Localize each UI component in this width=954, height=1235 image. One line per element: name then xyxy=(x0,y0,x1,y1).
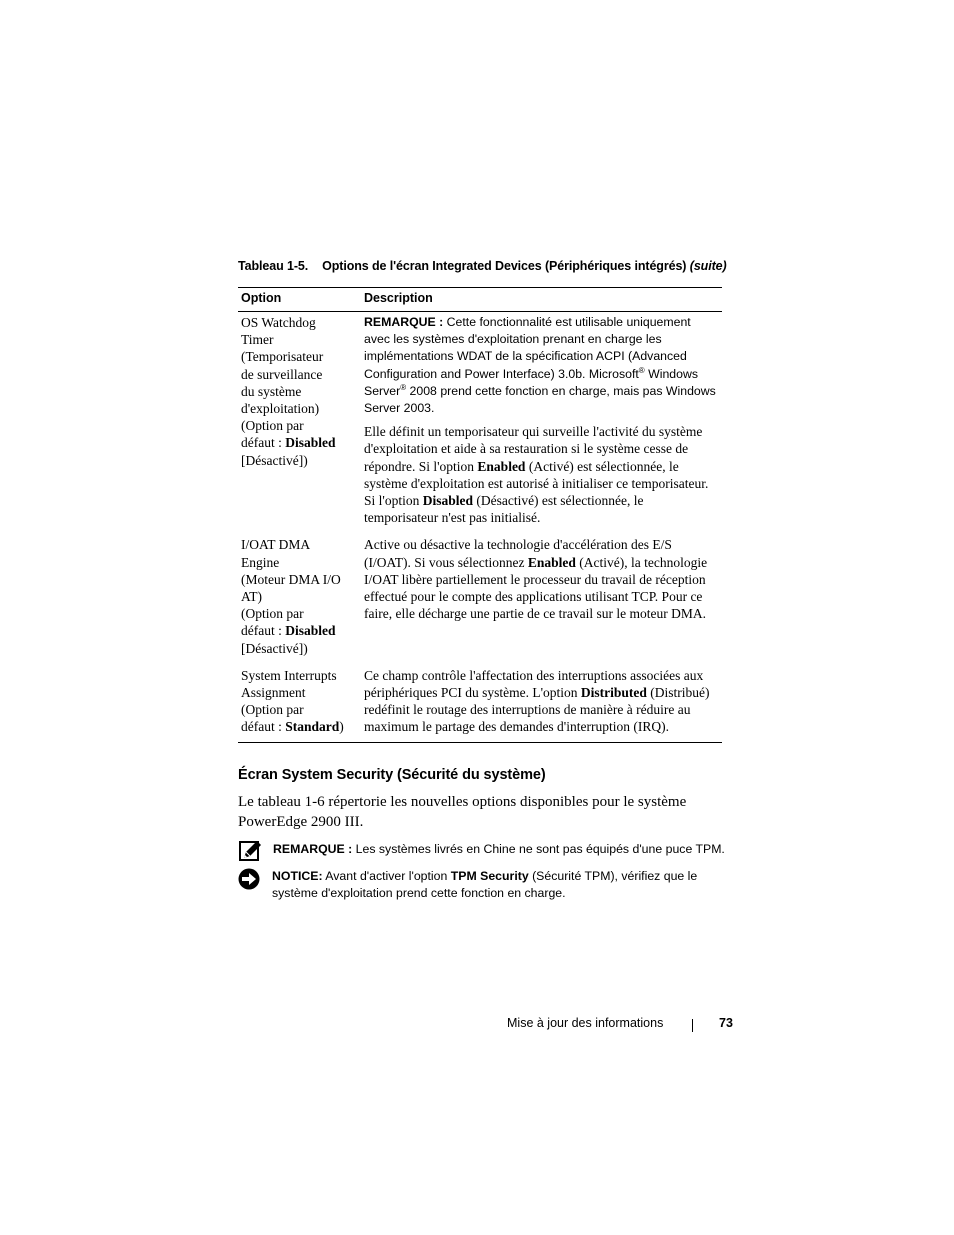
desc-bold: Enabled xyxy=(527,554,576,570)
caption-suite: (suite) xyxy=(689,259,727,273)
option-line: Engine xyxy=(241,554,280,570)
description-cell xyxy=(361,312,722,535)
options-table xyxy=(238,287,722,743)
option-default-suffix: [Désactivé]) xyxy=(241,640,308,656)
description-cell xyxy=(361,665,722,742)
section-heading: Écran System Security (Sécurité du système) xyxy=(238,767,546,783)
default-prefix: défaut : xyxy=(241,435,286,451)
desc-span: Elle définit un temporisateur qui surveille l'activité du système d'exploitation et aide à sa restauration si le système cesse de répondre. Si l'option xyxy=(364,424,703,474)
default-prefix: défaut : xyxy=(241,719,286,735)
desc-span: (Distribué) redéfinit le routage des interruptions de manière à réduire au maximum le partage des demandes d'interruption (IRQ). xyxy=(364,685,710,735)
option-line: (Option par xyxy=(241,702,304,718)
option-line: d'exploitation) xyxy=(241,401,320,417)
option-line: (Temporisateur xyxy=(241,349,324,365)
option-default xyxy=(241,622,358,639)
desc-span: Active ou désactive la technologie d'accélération des E/S (I/OAT). Si vous sélectionnez xyxy=(364,537,672,570)
table-row xyxy=(238,312,722,535)
option-cell xyxy=(238,534,361,664)
notice-box xyxy=(238,868,738,902)
page-number: 73 xyxy=(719,1016,733,1030)
remarque-text xyxy=(273,841,738,858)
notice-bold: TPM Security xyxy=(450,869,529,883)
table-caption xyxy=(238,259,738,273)
table-row xyxy=(238,534,722,664)
option-default xyxy=(241,434,358,451)
footer-divider xyxy=(692,1019,693,1032)
section-body: Le tableau 1-6 répertorie les nouvelles options disponibles pour le système PowerEdge 2900 III. xyxy=(238,794,687,830)
caption-title: Options de l'écran Integrated Devices (Périphériques intégrés) xyxy=(322,259,687,273)
option-line: (Moteur DMA I/O xyxy=(241,571,341,587)
desc-span: (Activé) est sélectionnée, le système d'exploitation est autorisé à initialiser ce temporisateur. Si l'option xyxy=(364,458,709,509)
default-prefix: défaut : xyxy=(241,623,286,639)
option-default-suffix: [Désactivé]) xyxy=(241,452,308,468)
option-cell xyxy=(238,312,361,535)
default-value: Standard xyxy=(285,719,340,735)
option-line: Assignment xyxy=(241,685,306,701)
note-text: Cette fonctionnalité est utilisable uniquement avec les systèmes d'exploitation prenant en charge les implémentations WDAT de la spécification ACPI (Advanced Configuration and Power Interface) 3.0b. Microsoft xyxy=(364,315,691,381)
table-row xyxy=(238,665,722,742)
desc-bold: Enabled xyxy=(477,458,526,474)
note-text: 2008 prend cette fonction en charge, mais pas Windows Server 2003. xyxy=(364,383,716,416)
desc-span: (Désactivé) est sélectionnée, le temporisateur n'est pas initialisé. xyxy=(364,493,644,526)
option-line: Timer xyxy=(241,332,274,348)
description-text xyxy=(364,423,719,526)
desc-span: Ce champ contrôle l'affectation des interruptions associées aux périphériques PCI du système. L'option xyxy=(364,667,704,701)
option-line: System Interrupts xyxy=(241,667,337,683)
note-label: REMARQUE : xyxy=(364,315,444,329)
remarque-box xyxy=(238,841,738,858)
option-line: OS Watchdog xyxy=(241,315,316,330)
registered-mark: ® xyxy=(638,365,645,375)
default-value: Disabled xyxy=(285,623,336,639)
pencil-note-icon xyxy=(238,839,262,863)
option-line: I/OAT DMA xyxy=(241,537,311,553)
desc-span: (Activé), la technologie I/OAT libère partiellement le processeur du travail de réception effectué pour le compte des applications utilisant TCP. Pour ce faire, elle décharge une partie de ce travail sur le moteur DMA. xyxy=(364,554,708,622)
remarque-content: Les systèmes livrés en Chine ne sont pas équipés d'une puce TPM. xyxy=(352,842,725,856)
notice-content: Avant d'activer l'option xyxy=(322,869,451,883)
option-line: AT) xyxy=(241,589,262,605)
option-line: du système xyxy=(241,383,302,399)
default-value: Disabled xyxy=(285,435,336,451)
notice-label: NOTICE: xyxy=(272,869,323,883)
registered-mark: ® xyxy=(400,382,407,392)
option-line: de surveillance xyxy=(241,366,323,382)
option-cell xyxy=(238,665,361,742)
option-line: (Option par xyxy=(241,418,304,434)
caption-label: Tableau 1-5. xyxy=(238,259,309,273)
table-header-row xyxy=(238,288,722,312)
notice-content: (Sécurité TPM), vérifiez que le système d'exploitation prend cette fonction en charge. xyxy=(272,869,698,900)
remarque-label: REMARQUE : xyxy=(273,842,353,856)
note-text: Windows Server xyxy=(364,366,698,398)
description-text xyxy=(364,536,719,622)
footer-chapter: Mise à jour des informations xyxy=(507,1016,664,1030)
remarque-note xyxy=(364,314,719,417)
header-option: Option xyxy=(238,288,361,312)
notice-arrow-icon xyxy=(238,868,262,892)
desc-bold: Disabled xyxy=(422,493,473,509)
option-line: (Option par xyxy=(241,606,304,622)
desc-bold: Distributed xyxy=(580,685,647,701)
description-cell xyxy=(361,534,722,664)
option-default xyxy=(241,718,358,735)
notice-text xyxy=(272,868,738,902)
header-description: Description xyxy=(361,288,722,312)
default-suffix: ) xyxy=(339,719,344,735)
description-text xyxy=(364,667,719,736)
